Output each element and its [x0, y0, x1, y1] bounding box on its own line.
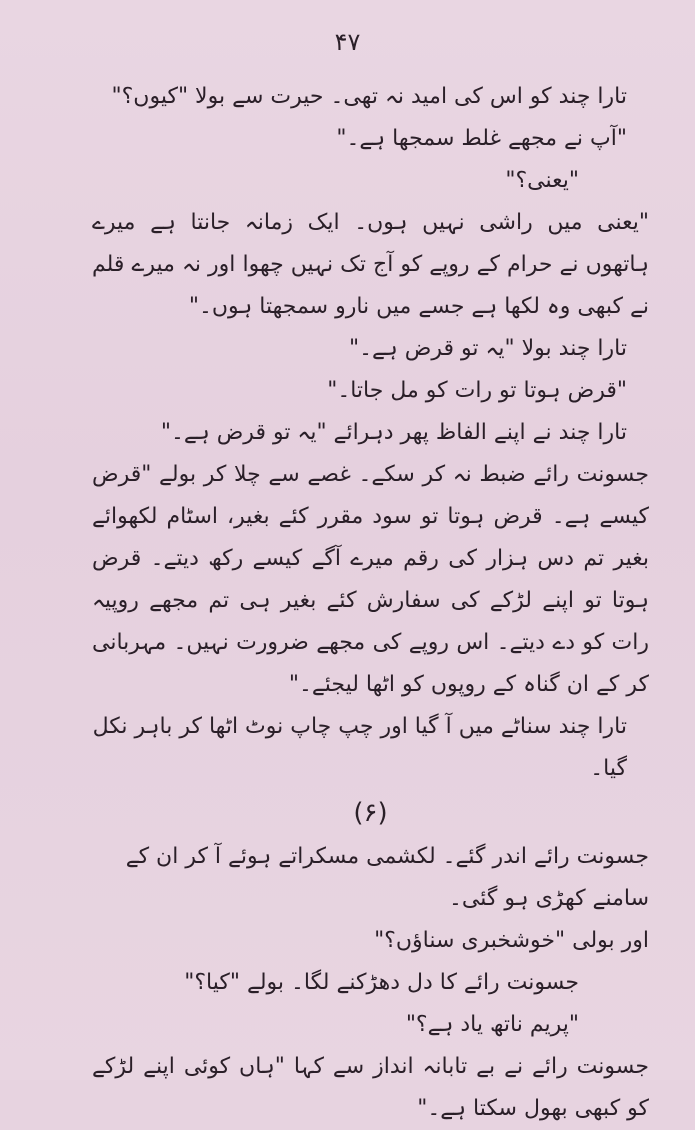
page-number: ۴۷	[334, 28, 361, 56]
text-line: اور بولی "خوشخبری سناؤں؟"	[374, 928, 649, 953]
page-text	[92, 76, 649, 1130]
text-line: "پریم ناتھ یاد ہے؟"	[405, 1012, 579, 1037]
text-line: جسونت رائے ضبط نہ کر سکے۔ غصے سے چلا کر بولے "قرض کیسے ہے۔ قرض ہوتا تو سود مقرر کئے بغیر، اسٹام لکھوائے بغیر تم دس ہزار کی رقم میرے آگے کیسے رکھ دیتے۔ قرض ہوتا تو اپنے لڑکے کی سفارش کئے بغیر ہی تم مجھے روپیہ رات کو دے دیتے۔ اس روپے کی مجھے ضرورت نہیں۔ مہربانی کر کے ان گناہ کے روپوں کو اٹھا لیجئے۔"	[92, 462, 649, 697]
text-line: جسونت رائے اندر گئے۔ لکشمی مسکراتے ہوئے آ کر ان کے سامنے کھڑی ہو گئی۔	[125, 844, 649, 911]
section-number: (۶)	[353, 798, 388, 828]
text-line: جسونت رائے کا دل دھڑکنے لگا۔ بولے "کیا؟"	[184, 970, 579, 995]
text-line: "یعنی میں راشی نہیں ہوں۔ ایک زمانہ جانتا ہے میرے ہاتھوں نے حرام کے روپے کو آج تک نہیں چھوا اور نہ میرے قلم نے کبھی وہ لکھا ہے جسے میں نارو سمجھتا ہوں۔"	[92, 210, 649, 319]
text-line: جسونت رائے نے بے تابانہ انداز سے کہا "ہاں کوئی اپنے لڑکے کو کبھی بھول سکتا ہے۔"	[92, 1054, 649, 1121]
text-line: "یعنی؟"	[505, 168, 579, 193]
text-line: تارا چند سناٹے میں آ گیا اور چپ چاپ نوٹ اٹھا کر باہر نکل گیا۔	[92, 714, 627, 781]
text-line: تارا چند بولا "یہ تو قرض ہے۔"	[348, 336, 627, 361]
text-line: تارا چند کو اس کی امید نہ تھی۔ حیرت سے بولا "کیوں؟"	[111, 84, 627, 109]
text-line: "قرض ہوتا تو رات کو مل جاتا۔"	[327, 378, 627, 403]
text-line: تارا چند نے اپنے الفاظ پھر دہرائے "یہ تو قرض ہے۔"	[160, 420, 627, 445]
text-line: "آپ نے مجھے غلط سمجھا ہے۔"	[336, 126, 627, 151]
